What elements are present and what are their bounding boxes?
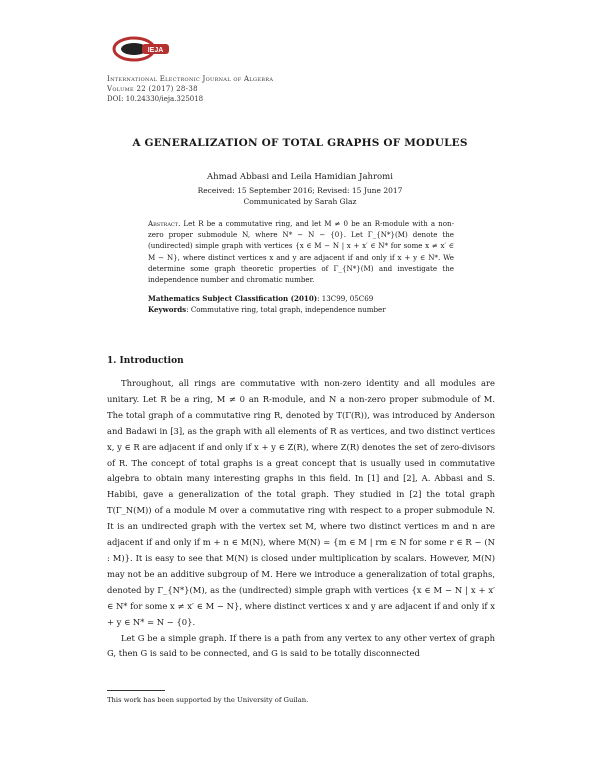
msc-line [148, 293, 454, 304]
footnote: This work has been supported by the University of Guilan. [107, 696, 309, 704]
paper-authors: Ahmad Abbasi and Leila Hamidian Jahromi [207, 172, 393, 182]
abstract [148, 218, 454, 285]
footnote-rule [107, 690, 165, 691]
journal-doi[interactable]: DOI: 10.24330/ieja.325018 [107, 95, 204, 103]
abstract-label: Abstract. [148, 219, 181, 228]
paragraph: Throughout, all rings are commutative with non-zero identity and all modules are unitary. Let R be a ring, M ≠ 0 an R-module, and N a non-zero proper submodule of M. The total graph of a commutative ring R, denoted by T(Γ(R)), was introduced by Anderson and Badawi in [3], as the graph with all elements of R as vertices, and two distinct vertices x, y ∈ R are adjacent if and only if x + y ∈ Z(R), where Z(R) denotes the set of zero-divisors of R. The concept of total graphs is a great concept that is usually used in commutative algebra to obtain many interesting graphs in this field. In [1] and [2], A. Abbasi and S. Habibi, gave a generalization of the total graph. They studied in [2] the total graph T(Γ_N(M)) of a module M over a commutative ring with respect to a proper submodule N. It is an undirected graph with the vertex set M, where two distinct vertices m and n are adjacent if and only if m + n ∈ M(N), where M(N) = {m ∈ M | rm ∈ N for some r ∈ R − (N : M)}. It is easy to see that M(N) is closed under multiplication by scalars. However, M(N) may not be an additive subgroup of M. Here we introduce a generalization of total graphs, denoted by Γ_{N*}(M), as the (undirected) simple graph with vertices {x ∈ M − N | x + x′ ∈ N* for some x ≠ x′ ∈ M − N}, where distinct vertices x and y are adjacent if and only if x + y ∈ N* = N − {0}. [107, 378, 495, 627]
journal-name: International Electronic Journal of Algebra [107, 75, 274, 83]
received-dates: Received: 15 September 2016; Revised: 15 June 2017 [197, 186, 403, 195]
communicated-by: Communicated by Sarah Glaz [243, 197, 357, 206]
paper-title: A GENERALIZATION OF TOTAL GRAPHS OF MODULES [132, 137, 468, 149]
classification-block [148, 293, 454, 315]
paragraph: Let G be a simple graph. If there is a path from any vertex to any other vertex of graph G, then G is said to be connected, and G is said to be totally disconnected [107, 632, 495, 659]
section-heading: 1. Introduction [107, 356, 184, 366]
abstract-text: Let R be a commutative ring, and let M ≠ 0 be an R-module with a non-zero proper submodule N, where N* − N − {0}. Let Γ_{N*}(M) denote the (undirected) simple graph with vertices {x ∈ M − N | x + x′ ∈ N* for some x ≠ x′ ∈ M − N}, where distinct vertices x and y are adjacent if and only if x + y ∈ N*. We determine some graph theoretic properties of Γ_{N*}(M) and investigate the independence number and chromatic number. [148, 219, 454, 285]
journal-header [107, 74, 273, 104]
body-text [107, 376, 495, 662]
msc-value: : 13C99, 05C69 [317, 294, 374, 303]
keywords-line [148, 304, 454, 315]
logo-text: IEJA [147, 47, 164, 54]
journal-volume: Volume 22 (2017) 28-38 [107, 85, 198, 93]
keywords-label: Keywords [148, 305, 187, 314]
journal-logo [112, 36, 170, 62]
msc-label: Mathematics Subject Classification (2010) [148, 294, 318, 303]
keywords-value: : Commutative ring, total graph, independence number [186, 305, 386, 314]
